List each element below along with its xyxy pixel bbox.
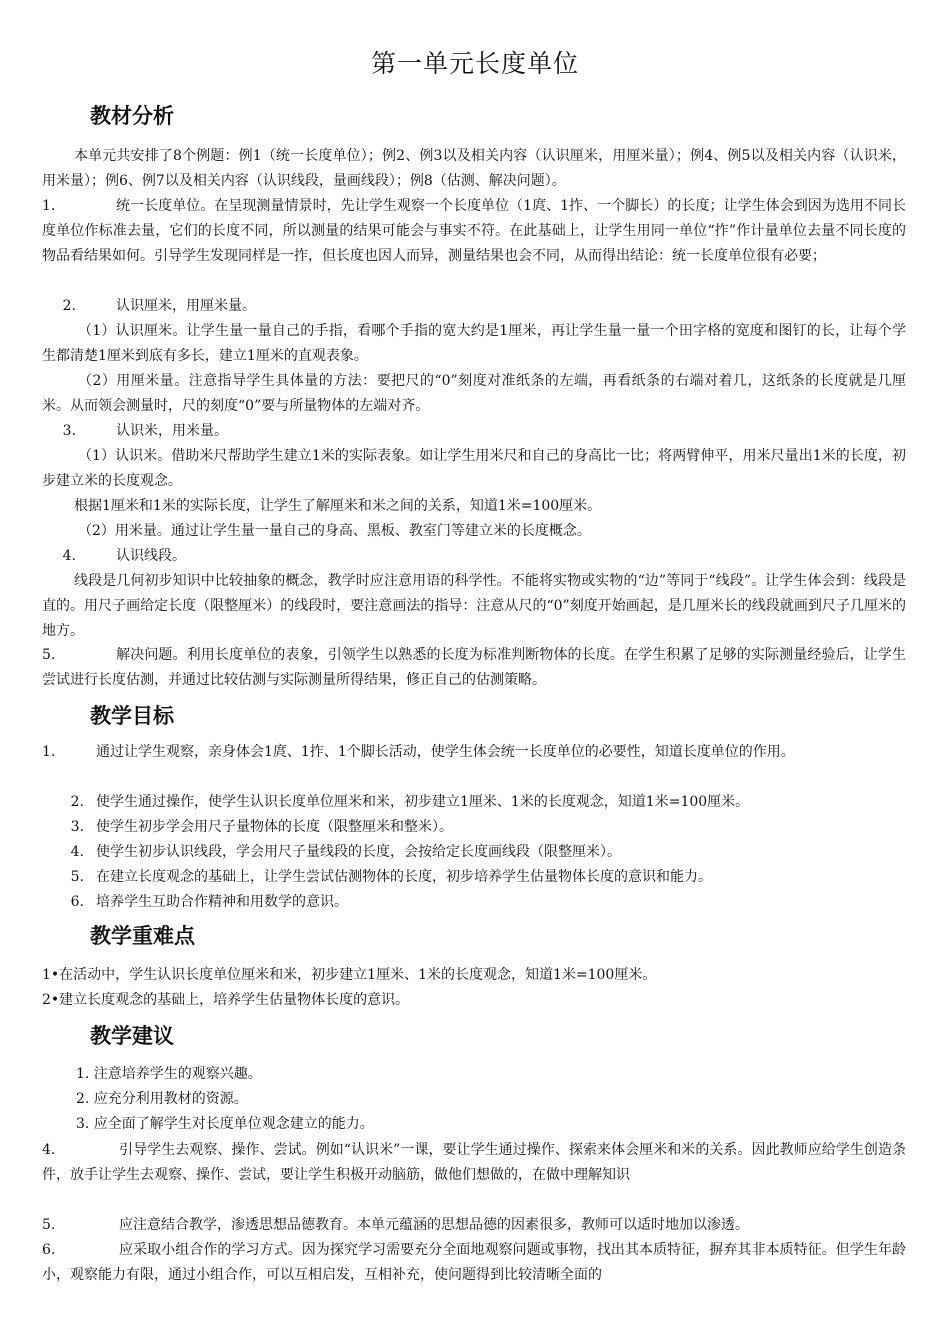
goal-text: 在建立长度观念的基础上，让学生尝试估测物体的长度，初步培养学生估量物体长度的意识和能力。 xyxy=(96,869,712,885)
goal-item xyxy=(42,740,906,765)
suggestion-item xyxy=(42,1213,906,1238)
analysis-point-2 xyxy=(42,294,906,319)
goal-number: 3. xyxy=(70,819,84,835)
page-title: 第一单元长度单位 xyxy=(370,49,579,78)
suggestion-text: 引导学生去观察、操作、尝试。例如“认识米”一课，要让学生通过操作、探索来体会厘米和米的关系。因此教师应给学生创造条件，放手让学生去观察、操作、尝试，要让学生积极开动脑筋，做他们想做的，在做中理解知识 xyxy=(42,1142,906,1183)
suggestion-number: 4. xyxy=(42,1142,56,1158)
goal-number: 6. xyxy=(70,894,84,910)
suggestion-item: 3. 应全面了解学生对长度单位观念建立的能力。 xyxy=(76,1116,374,1132)
analysis-point-4 xyxy=(42,544,906,569)
goal-number: 2. xyxy=(70,794,84,810)
heading-key-points: 教学重难点 xyxy=(90,924,195,948)
goal-item xyxy=(42,840,906,865)
goal-number: 1. xyxy=(42,744,56,760)
suggestion-text: 应注意结合教学，渗透思想品德教育。本单元蕴涵的思想品德的因素很多，教师可以适时地加以渗透。 xyxy=(119,1217,749,1233)
analysis-point-4a: 线段是几何初步知识中比较抽象的概念，教学时应注意用语的科学性。不能将实物或实物的“边”等同于“线段”。让学生体会到：线段是直的。用尺子画给定长度（限整厘米）的线段时，要注意画法的指导：注意从尺的“0”刻度开始画起，是几厘米长的线段就画到尺子几厘米的地方。 xyxy=(42,573,906,639)
heading-suggestions: 教学建议 xyxy=(90,1024,174,1048)
point-number: 1. xyxy=(42,198,56,214)
point-text: 解决问题。利用长度单位的表象，引领学生以熟悉的长度为标准判断物体的长度。在学生积累了足够的实际测量经验后，让学生尝试进行长度估测，并通过比较估测与实际测量所得结果，修正自己的估测策略。 xyxy=(42,647,906,688)
heading-analysis: 教材分析 xyxy=(90,104,174,128)
suggestion-number: 6. xyxy=(42,1242,56,1258)
analysis-point-2b: （2）用厘米量。注意指导学生具体量的方法：要把尺的“0”刻度对准纸条的左端，再看纸条的右端对着几，这纸条的长度就是几厘米。从而领会测量时，尺的刻度“0”要与所量物体的左端对齐。 xyxy=(42,373,906,414)
key-point-item: 2•建立长度观念的基础上，培养学生估量物体长度的意识。 xyxy=(42,992,410,1008)
point-number: 4. xyxy=(62,548,76,564)
suggestion-item xyxy=(42,1238,906,1288)
suggestion-item: 1. 注意培养学生的观察兴趣。 xyxy=(76,1066,262,1082)
suggestion-number: 5. xyxy=(42,1217,56,1233)
analysis-point-2a: （1）认识厘米。让学生量一量自己的手指，看哪个手指的宽大约是1厘米，再让学生量一量一个田字格的宽度和图钉的长，让每个学生都清楚1厘米到底有多长，建立1厘米的直观表象。 xyxy=(42,323,906,364)
goal-item xyxy=(42,815,906,840)
suggestion-item: 2. 应充分利用教材的资源。 xyxy=(76,1091,248,1107)
goal-text: 使学生通过操作，使学生认识长度单位厘米和米，初步建立1厘米、1米的长度观念，知道1米=100厘米。 xyxy=(96,794,750,810)
goal-text: 培养学生互助合作精神和用数学的意识。 xyxy=(96,894,348,910)
analysis-point-3a: （1）认识米。借助米尺帮助学生建立1米的实际表象。如让学生用米尺和自己的身高比一比；将两臂伸平，用米尺量出1米的长度，初步建立米的长度观念。 xyxy=(42,448,906,489)
point-text: 认识线段。 xyxy=(116,548,186,564)
point-text: 统一长度单位。在呈现测量情景时，先让学生观察一个长度单位（1庹、1拃、一个脚长）的长度；让学生体会到因为选用不同长度单位作标准去量，它们的长度不同，所以测量的结果可能会与事实不符。在此基础上，让学生用同一单位“拃”作计量单位去量不同长度的物品看结果如何。引导学生发现同样是一拃，但长度也因人而异，测量结果也会不同，从而得出结论：统一长度单位很有必要； xyxy=(42,198,906,264)
key-point-item: 1•在活动中，学生认识长度单位厘米和米，初步建立1厘米、1米的长度观念，知道1米=100厘米。 xyxy=(42,967,657,983)
goal-item xyxy=(42,790,906,815)
point-text: 认识厘米，用厘米量。 xyxy=(116,298,256,314)
analysis-point-3 xyxy=(42,419,906,444)
heading-goals: 教学目标 xyxy=(90,704,174,728)
analysis-intro: 本单元共安排了8个例题：例1（统一长度单位）；例2、例3以及相关内容（认识厘米，用厘米量）；例4、例5以及相关内容（认识米，用米量）；例6、例7以及相关内容（认识线段，量画线段）；例8（估测、解决问题）。 xyxy=(42,148,906,189)
point-text: 认识米，用米量。 xyxy=(116,423,228,439)
point-number: 2. xyxy=(62,298,76,314)
analysis-point-5 xyxy=(42,643,906,693)
goal-item xyxy=(42,865,906,890)
goal-text: 使学生初步学会用尺子量物体的长度（限整厘米和整米）。 xyxy=(96,819,453,835)
goal-number: 4. xyxy=(70,844,84,860)
goal-text: 使学生初步认识线段，学会用尺子量线段的长度，会按给定长度画线段（限整厘米）。 xyxy=(96,844,621,860)
goal-text: 通过让学生观察，亲身体会1庹、1拃、1个脚长活动，使学生体会统一长度单位的必要性，知道长度单位的作用。 xyxy=(96,744,795,760)
point-number: 5. xyxy=(42,647,56,663)
point-number: 3. xyxy=(62,423,76,439)
analysis-point-3c: （2）用米量。通过让学生量一量自己的身高、黑板、教室门等建立米的长度概念。 xyxy=(78,523,591,539)
suggestion-text: 应采取小组合作的学习方式。因为探究学习需要充分全面地观察问题或事物，找出其本质特征，摒弃其非本质特征。但学生年龄小，观察能力有限，通过小组合作，可以互相启发，互相补充，使问题得到比较清晰全面的 xyxy=(42,1242,906,1283)
goal-number: 5. xyxy=(70,869,84,885)
analysis-point-3b: 根据1厘米和1米的实际长度，让学生了解厘米和米之间的关系，知道1米=100厘米。 xyxy=(74,498,602,514)
goal-item xyxy=(42,890,906,915)
analysis-point-1 xyxy=(42,194,906,269)
suggestion-item xyxy=(42,1138,906,1188)
